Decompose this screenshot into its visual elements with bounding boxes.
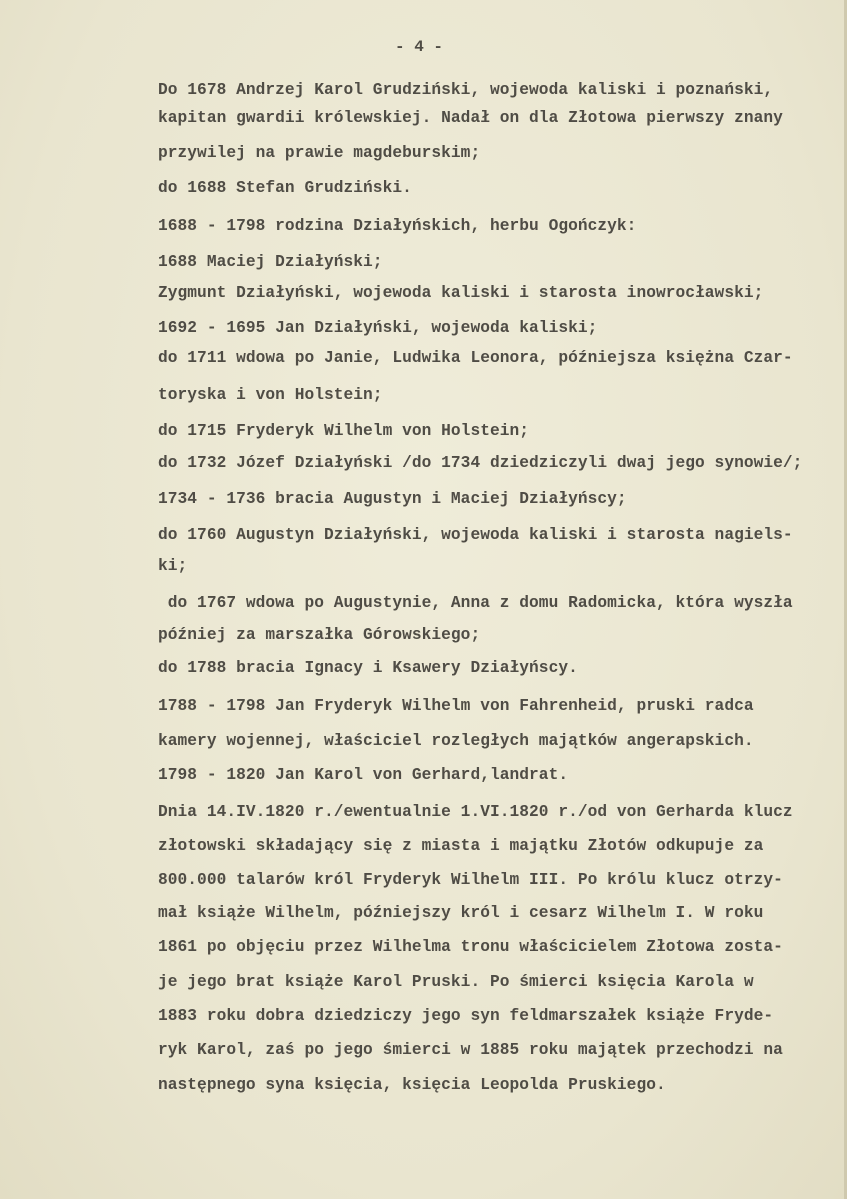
- text-line: do 1788 bracia Ignacy i Ksawery Działyńscy.: [158, 659, 578, 677]
- text-line: Do 1678 Andrzej Karol Grudziński, wojewoda kaliski i poznański,: [158, 81, 774, 99]
- text-line: do 1711 wdowa po Janie, Ludwika Leonora, późniejsza księżna Czar-: [158, 349, 793, 367]
- text-line: przywilej na prawie magdeburskim;: [158, 144, 481, 162]
- text-line: później za marszałka Górowskiego;: [158, 626, 481, 644]
- text-line: je jego brat książe Karol Pruski. Po śmierci księcia Karola w: [158, 973, 754, 991]
- text-line: 1788 - 1798 Jan Fryderyk Wilhelm von Fahrenheid, pruski radca: [158, 697, 754, 715]
- text-line: do 1732 Józef Działyński /do 1734 dziedziczyli dwaj jego synowie/;: [158, 454, 803, 472]
- text-line: 1688 - 1798 rodzina Działyńskich, herbu Ogończyk:: [158, 217, 637, 235]
- text-line: złotowski składający się z miasta i majątku Złotów odkupuje za: [158, 837, 764, 855]
- text-line: do 1688 Stefan Grudziński.: [158, 179, 412, 197]
- text-line: 1692 - 1695 Jan Działyński, wojewoda kaliski;: [158, 319, 598, 337]
- text-line: kamery wojennej, właściciel rozległych majątków angerapskich.: [158, 732, 754, 750]
- text-line: toryska i von Holstein;: [158, 386, 383, 404]
- text-line: ki;: [158, 557, 188, 575]
- text-line: 1883 roku dobra dziedziczy jego syn feldmarszałek książe Fryde-: [158, 1007, 774, 1025]
- text-line: do 1760 Augustyn Działyński, wojewoda kaliski i starosta nagiels-: [158, 526, 793, 544]
- text-line: Dnia 14.IV.1820 r./ewentualnie 1.VI.1820 r./od von Gerharda klucz: [158, 803, 793, 821]
- text-line: do 1767 wdowa po Augustynie, Anna z domu Radomicka, która wyszła: [158, 594, 793, 612]
- text-line: Zygmunt Działyński, wojewoda kaliski i starosta inowrocławski;: [158, 284, 764, 302]
- text-line: mał książe Wilhelm, późniejszy król i cesarz Wilhelm I. W roku: [158, 904, 764, 922]
- text-line: 1861 po objęciu przez Wilhelma tronu właścicielem Złotowa zosta-: [158, 938, 783, 956]
- text-line: ryk Karol, zaś po jego śmierci w 1885 roku majątek przechodzi na: [158, 1041, 783, 1059]
- page-number: - 4 -: [395, 38, 444, 56]
- text-line: 800.000 talarów król Fryderyk Wilhelm III. Po królu klucz otrzy-: [158, 871, 783, 889]
- text-line: następnego syna księcia, księcia Leopolda Pruskiego.: [158, 1076, 666, 1094]
- text-line: 1798 - 1820 Jan Karol von Gerhard,landrat.: [158, 766, 569, 784]
- text-line: 1734 - 1736 bracia Augustyn i Maciej Działyńscy;: [158, 490, 627, 508]
- text-line: kapitan gwardii królewskiej. Nadał on dla Złotowa pierwszy znany: [158, 109, 783, 127]
- text-line: do 1715 Fryderyk Wilhelm von Holstein;: [158, 422, 530, 440]
- text-line: 1688 Maciej Działyński;: [158, 253, 383, 271]
